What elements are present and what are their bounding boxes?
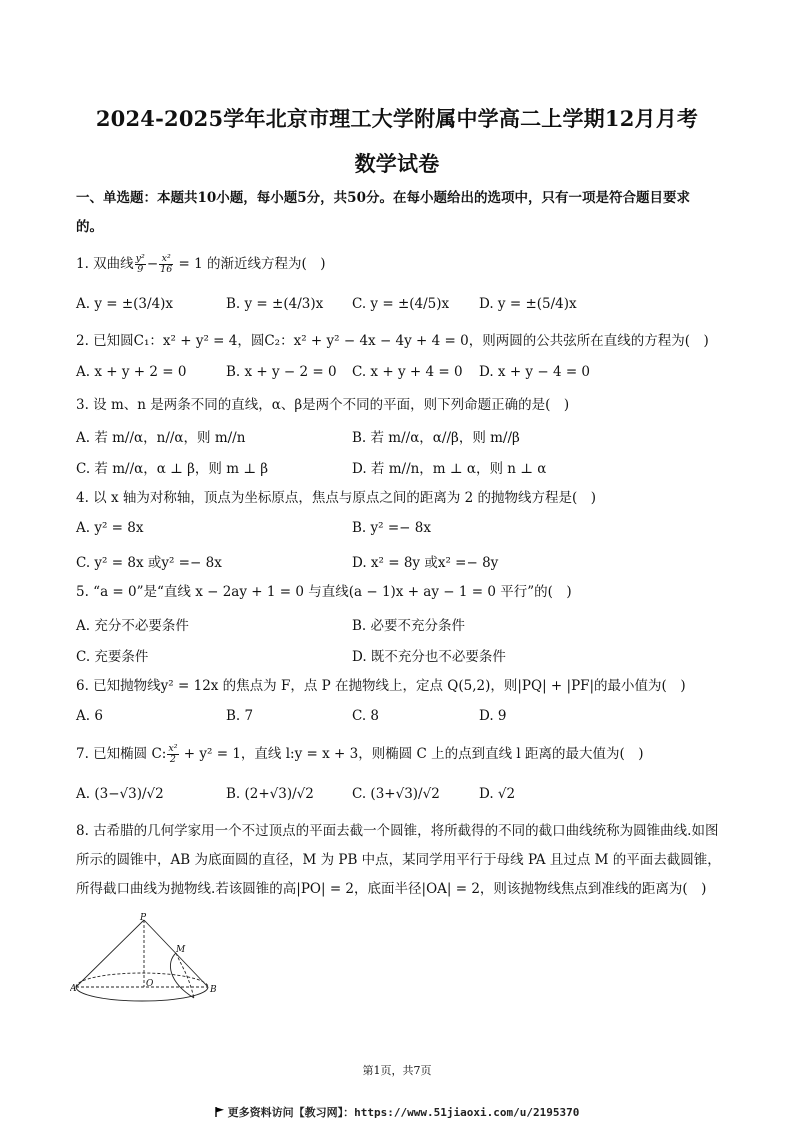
option-a[interactable]: A. 若 m//α，n//α，则 m//n <box>76 430 246 446</box>
label-a: A <box>70 984 77 994</box>
question-3: 3. 设 m、n 是两条不同的直线，α、β是两个不同的平面，则下列命题正确的是( ) <box>76 397 570 413</box>
label-p: P <box>140 913 147 923</box>
label-m: M <box>176 945 186 955</box>
footer-banner[interactable] <box>0 1104 794 1120</box>
question-6: 6. 已知抛物线y² = 12x 的焦点为 F，点 P 在抛物线上，定点 Q(5,2)，则|PQ| + |PF|的最小值为( ) <box>76 678 686 694</box>
option-d[interactable]: D. 若 m//n，m ⊥ α，则 n ⊥ α <box>352 461 547 477</box>
option-b[interactable]: B. (2+√3)/√2 <box>226 786 314 802</box>
option-b[interactable]: B. y = ±(4/3)x <box>226 296 324 312</box>
label-o: O <box>146 979 154 989</box>
question-2-options <box>76 364 726 386</box>
question-7-options <box>76 786 726 808</box>
exam-subject: 数学试卷 <box>354 151 440 176</box>
section-heading <box>76 184 726 242</box>
question-5-options-row1 <box>76 614 726 636</box>
question-4-options-row1 <box>76 520 726 542</box>
question-1: 1. 双曲线 $\frac{\text{y²}}{9}$ − $\frac{\text{x²}}{16}$ = 1 的渐近线方程为( ) <box>76 253 326 275</box>
cone-figure <box>70 912 220 1002</box>
fraction-x2-2: $\frac{\text{x²}}{2}$ <box>168 743 178 765</box>
question-4: 4. 以 x 轴为对称轴，顶点为坐标原点，焦点与原点之间的距离为 2 的抛物线方程是( ) <box>76 490 597 506</box>
option-c[interactable]: C. (3+√3)/√2 <box>352 786 440 802</box>
question-6-options <box>76 708 726 730</box>
option-b[interactable]: B. 必要不充分条件 <box>352 618 466 634</box>
option-a[interactable]: A. y² = 8x <box>76 520 144 536</box>
question-5: 5. “a = 0”是“直线 x − 2ay + 1 = 0 与直线(a − 1)x + ay − 1 = 0 平行”的( ) <box>76 584 572 600</box>
option-c[interactable]: C. x + y + 4 = 0 <box>352 364 463 380</box>
option-d[interactable]: D. √2 <box>479 786 516 802</box>
question-4-options-row2 <box>76 551 726 573</box>
question-1-stem-post: 的渐近线方程为( ) <box>202 256 326 272</box>
option-d[interactable]: D. y = ±(5/4)x <box>479 296 577 312</box>
option-a[interactable]: A. y = ±(3/4)x <box>76 296 174 312</box>
option-c[interactable]: C. 充要条件 <box>76 649 149 665</box>
option-b[interactable]: B. x + y − 2 = 0 <box>226 364 337 380</box>
footer-banner-text[interactable]: 更多资料访问【教习网】：https://www.51jiaoxi.com/u/2195370 <box>227 1106 580 1119</box>
label-b: B <box>210 985 217 995</box>
question-1-options <box>76 296 726 318</box>
question-1-stem-pre: 1. 双曲线 <box>76 256 134 272</box>
question-7-stem-post: + y² = 1，直线 l:y = x + 3，则椭圆 C 上的点到直线 l 距离的最大值为( ) <box>179 746 644 762</box>
option-c[interactable]: C. y = ±(4/5)x <box>352 296 450 312</box>
option-b[interactable]: B. y² =− 8x <box>352 520 431 536</box>
option-b[interactable]: B. 若 m//α，α//β，则 m//β <box>352 430 520 446</box>
option-d[interactable]: D. 9 <box>479 708 507 724</box>
page-number: 第1页，共7页 <box>362 1064 432 1077</box>
fraction-y2-9: $\frac{\text{y²}}{9}$ <box>135 253 145 275</box>
option-d[interactable]: D. x + y − 4 = 0 <box>479 364 591 380</box>
option-a[interactable]: A. 充分不必要条件 <box>76 618 189 634</box>
exam-title: 2024-2025学年北京市理工大学附属中学高二上学期12月月考 <box>95 106 699 131</box>
option-c[interactable]: C. y² = 8x 或y² =− 8x <box>76 555 222 571</box>
option-d[interactable]: D. 既不充分也不必要条件 <box>352 649 506 665</box>
fraction-x2-16: $\frac{\text{x²}}{16}$ <box>160 253 173 275</box>
question-5-options-row2 <box>76 645 726 667</box>
flag-icon <box>215 1107 225 1117</box>
question-8: 8. 古希腊的几何学家用一个不过顶点的平面去截一个圆锥，将所截得的不同的截口曲线统称为圆锥曲线.如图所示的圆锥中，AB 为底面圆的直径，M 为 PB 中点，某同学用平行于母线 PA 且过点 M 的平面去截圆锥，所得截口曲线为抛物线.若该圆锥的高|PO| = 2，底面半径|OA| = 2，则该抛物线焦点到准线的距离为( ) <box>76 823 721 897</box>
option-c[interactable]: C. 若 m//α，α ⊥ β，则 m ⊥ β <box>76 461 269 477</box>
question-2: 2. 已知圆C₁：x² + y² = 4，圆C₂：x² + y² − 4x − 4y + 4 = 0，则两圆的公共弦所在直线的方程为( ) <box>76 333 709 349</box>
option-b[interactable]: B. 7 <box>226 708 254 724</box>
option-c[interactable]: C. 8 <box>352 708 380 724</box>
question-3-options-row1 <box>76 426 726 448</box>
option-a[interactable]: A. x + y + 2 = 0 <box>76 364 187 380</box>
option-a[interactable]: A. 6 <box>76 708 103 724</box>
cone-base-back <box>76 973 208 987</box>
cone-generatrix-pa <box>76 920 144 987</box>
section-heading-line2: 的。 <box>76 219 103 235</box>
question-7 <box>76 744 726 765</box>
section-heading-line1: 一、单选题：本题共10小题，每小题5分，共50分。在每小题给出的选项中，只有一项是符合题目要求 <box>76 190 690 206</box>
question-3-options-row2 <box>76 457 726 479</box>
question-7-stem-pre: 7. 已知椭圆 C: <box>76 746 167 762</box>
option-d[interactable]: D. x² = 8y 或x² =− 8y <box>352 555 499 571</box>
option-a[interactable]: A. (3−√3)/√2 <box>76 786 164 802</box>
